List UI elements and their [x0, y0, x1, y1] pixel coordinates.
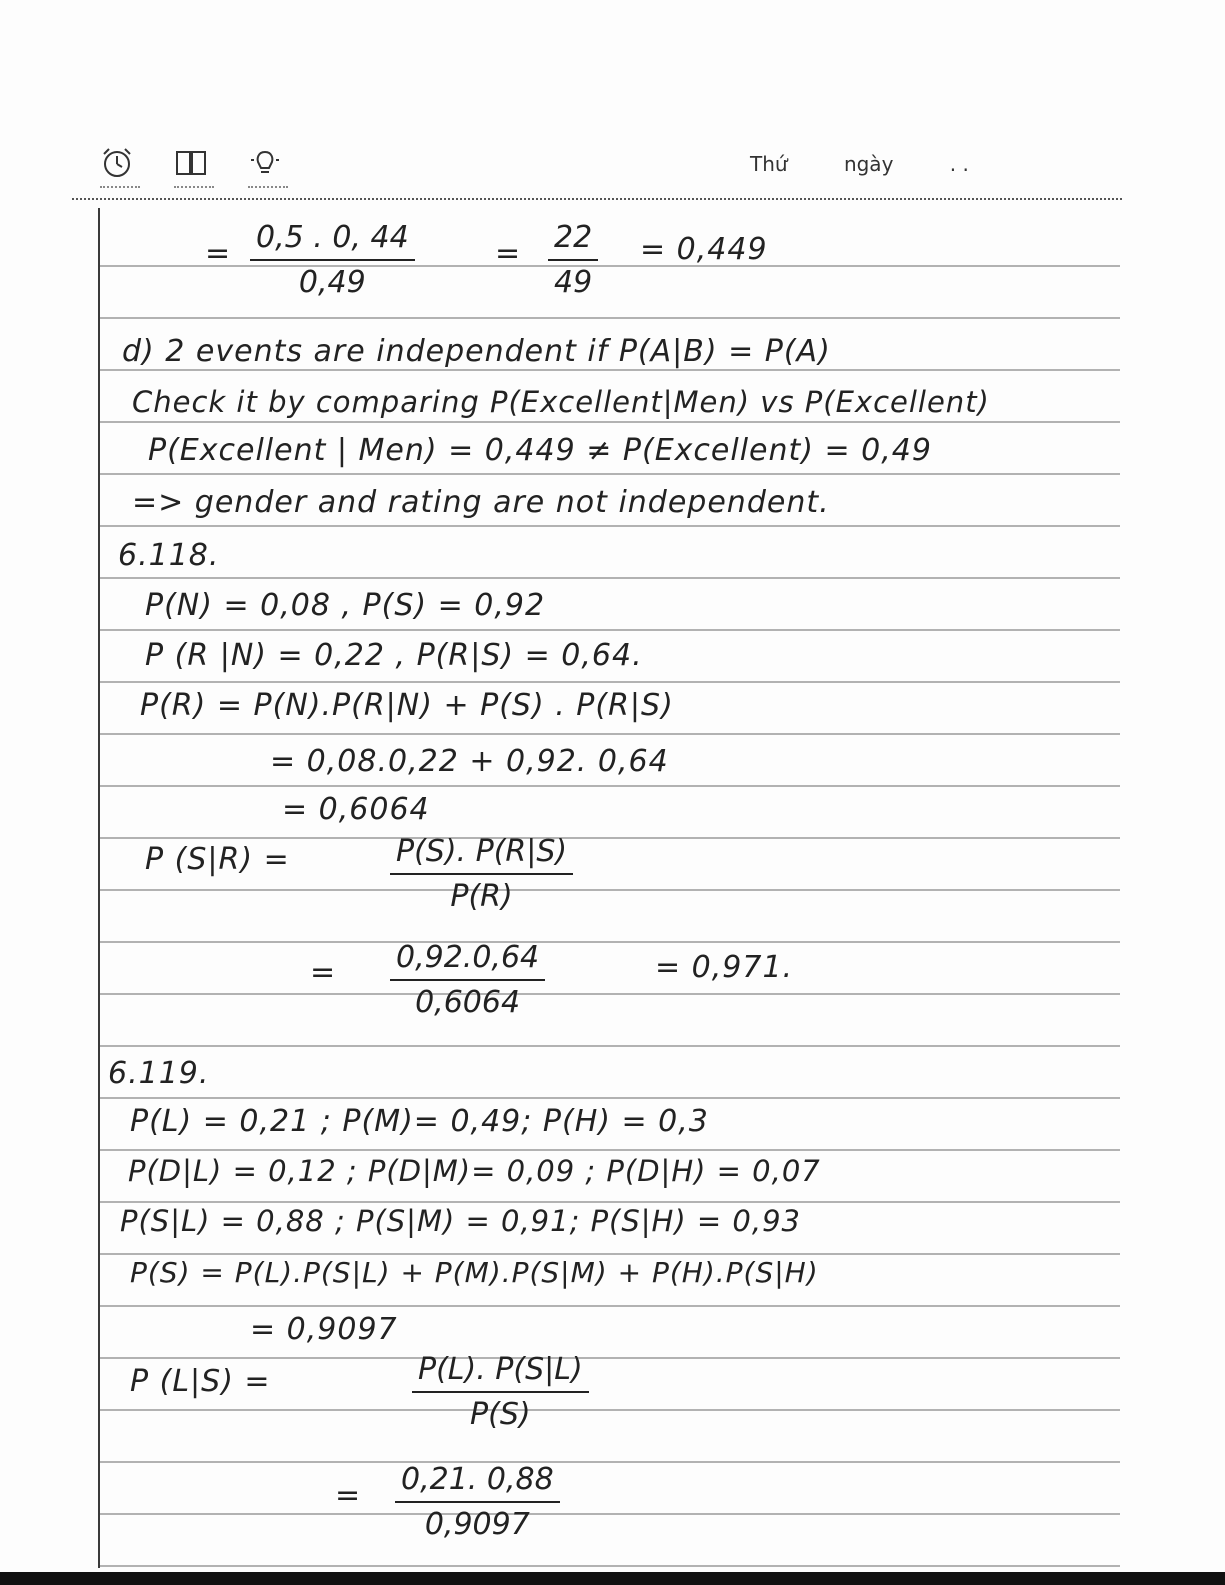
fraction-p118-result-numerator: 0,92.0,64 — [396, 940, 540, 975]
result-1: = 0,449 — [640, 232, 768, 267]
p119-line-6-lhs: P (L|S) = — [130, 1364, 271, 1399]
fraction-p-s-given-r-numerator: P(S). P(R|S) — [396, 834, 568, 869]
fraction-1 — [250, 220, 415, 300]
lightbulb-icon — [248, 146, 282, 180]
fraction-2 — [548, 220, 598, 300]
p119-line-1: P(L) = 0,21 ; P(M)= 0,49; P(H) = 0,3 — [130, 1104, 709, 1139]
conclusion-line: => gender and rating are not independent. — [132, 485, 830, 520]
fraction-p119-result-denominator: 0,9097 — [424, 1507, 530, 1542]
fraction-1-denominator: 0,49 — [298, 265, 366, 300]
fraction-p118-result — [390, 940, 545, 1020]
p118-line-7-eq: = — [310, 955, 337, 990]
fraction-2-denominator: 49 — [554, 265, 593, 300]
fraction-2-numerator: 22 — [554, 220, 593, 255]
p118-line-1: P(N) = 0,08 , P(S) = 0,92 — [145, 588, 546, 623]
day-label: Thứ — [750, 152, 788, 176]
open-book-icon — [174, 146, 208, 180]
p119-line-5: = 0,9097 — [250, 1312, 398, 1347]
p119-line-3: P(S|L) = 0,88 ; P(S|M) = 0,91; P(S|H) = 0,93 — [120, 1204, 801, 1238]
compare-line: P(Excellent | Men) = 0,449 ≠ P(Excellent) = 0,49 — [148, 433, 932, 468]
p118-line-4: = 0,08.0,22 + 0,92. 0,64 — [270, 744, 669, 779]
fraction-p-s-given-r-denominator: P(R) — [450, 879, 513, 914]
p119-line-4: P(S) = P(L).P(S|L) + P(M).P(S|M) + P(H).P(S|H) — [130, 1256, 819, 1289]
p118-line-2: P (R |N) = 0,22 , P(R|S) = 0,64. — [145, 638, 643, 673]
eq-sign: = — [205, 236, 232, 271]
fraction-p118-result-denominator: 0,6064 — [415, 985, 521, 1020]
p118-line-5: = 0,6064 — [282, 792, 430, 827]
fraction-p-s-given-r — [390, 834, 573, 914]
p118-line-3: P(R) = P(N).P(R|N) + P(S) . P(R|S) — [140, 688, 674, 723]
fraction-p119-result — [395, 1462, 560, 1542]
eq-sign-2: = — [495, 236, 522, 271]
p119-line-7-eq: = — [335, 1478, 362, 1513]
header-icons — [100, 146, 282, 180]
alarm-clock-icon — [100, 146, 134, 180]
fraction-1-numerator: 0,5 . 0, 44 — [256, 220, 409, 255]
p119-line-2: P(D|L) = 0,12 ; P(D|M)= 0,09 ; P(D|H) = 0,07 — [128, 1154, 821, 1188]
problem-119-title: 6.119. — [108, 1056, 210, 1091]
fraction-p-l-given-s-denominator: P(S) — [470, 1397, 531, 1432]
date-dots: . . — [949, 152, 969, 176]
p118-line-6-lhs: P (S|R) = — [145, 842, 290, 877]
independence-definition: d) 2 events are independent if P(A|B) = P(A) — [122, 334, 831, 369]
bottom-border — [0, 1572, 1225, 1585]
fraction-p-l-given-s — [412, 1352, 589, 1432]
p118-result: = 0,971. — [655, 950, 794, 985]
fraction-p119-result-numerator: 0,21. 0,88 — [401, 1462, 554, 1497]
date-label: ngày — [843, 152, 894, 176]
top-dotted-rule — [72, 198, 1122, 210]
check-line: Check it by comparing P(Excellent|Men) vs P(Excellent) — [132, 385, 990, 419]
fraction-p-l-given-s-numerator: P(L). P(S|L) — [418, 1352, 583, 1387]
date-header — [750, 152, 1019, 176]
problem-118-title: 6.118. — [118, 538, 220, 573]
